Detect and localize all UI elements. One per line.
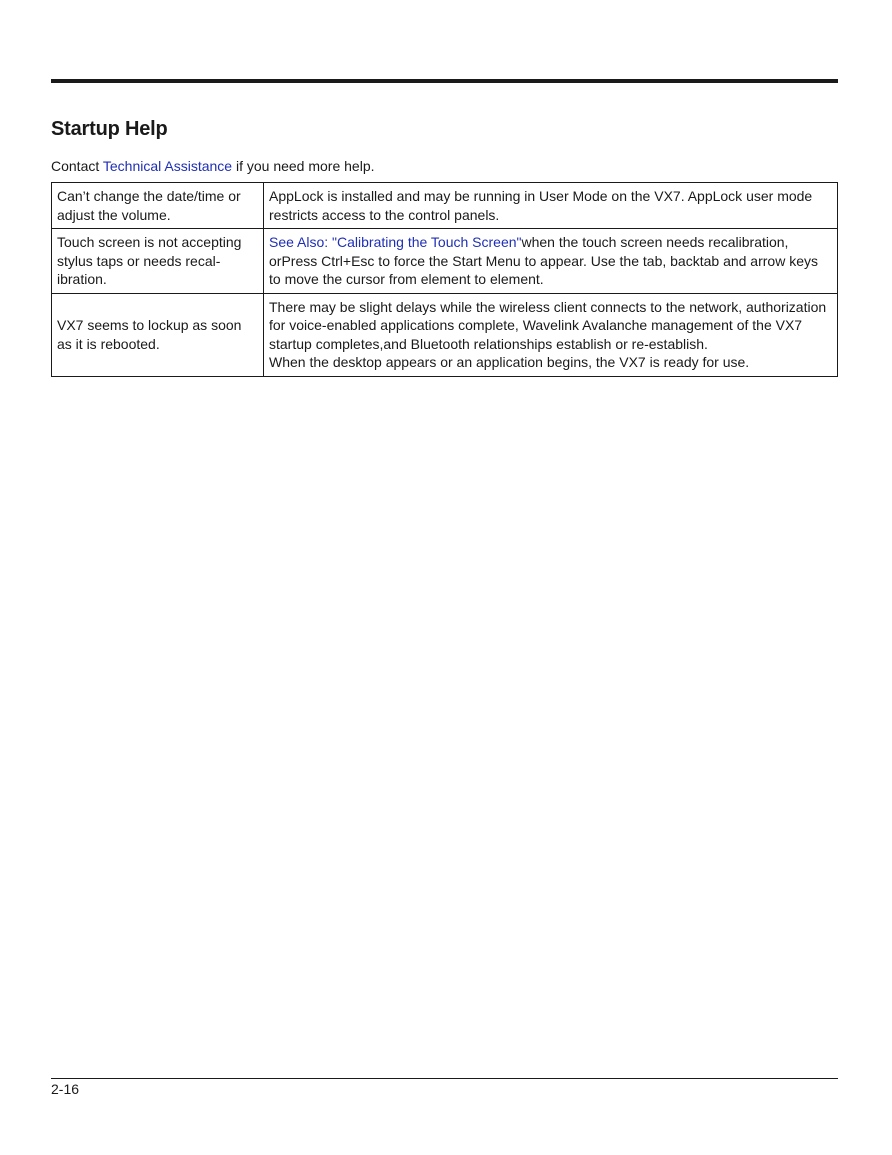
intro-prefix: Contact — [51, 158, 103, 174]
page-title: Startup Help — [51, 118, 168, 140]
page-number: 2-16 — [51, 1081, 80, 1097]
footer-rule — [51, 1078, 838, 1079]
technical-assistance-link[interactable]: Technical Assistance — [102, 158, 233, 174]
problem-cell: Touch screen is not accepting stylus taps or needs recal-ibration. — [52, 229, 264, 294]
solution-text: when the touch screen needs recalibration, orPress Ctrl+Esc to force the Start Menu to appear. Use the tab, backtab and arrow keys to move the cursor from element to element. — [269, 234, 818, 287]
solution-cell — [264, 293, 838, 376]
solution-text: There may be slight delays while the wireless client connects to the network, authorization for voice-enabled applications complete, Wavelink Avalanche management of the VX7 startup completes,and Bluetooth relationships establish or re-establish. — [269, 298, 827, 352]
solution-cell: AppLock is installed and may be running in User Mode on the VX7. AppLock user mode restricts access to the control panels. — [264, 183, 838, 229]
intro-suffix: if you need more help. — [232, 158, 375, 174]
solution-cell — [264, 229, 838, 294]
intro-text — [51, 157, 375, 175]
table-row — [52, 293, 838, 376]
problem-cell: Can’t change the date/time or adjust the volume. — [52, 183, 264, 229]
solution-extra-text: When the desktop appears or an application begins, the VX7 is ready for use. — [269, 354, 750, 370]
table-row — [52, 229, 838, 294]
calibrating-touch-screen-link[interactable]: See Also: "Calibrating the Touch Screen" — [269, 234, 522, 250]
problem-cell: VX7 seems to lockup as soon as it is rebooted. — [52, 293, 264, 376]
startup-help-table — [51, 182, 838, 377]
header-rule — [51, 79, 838, 83]
table-row — [52, 183, 838, 229]
